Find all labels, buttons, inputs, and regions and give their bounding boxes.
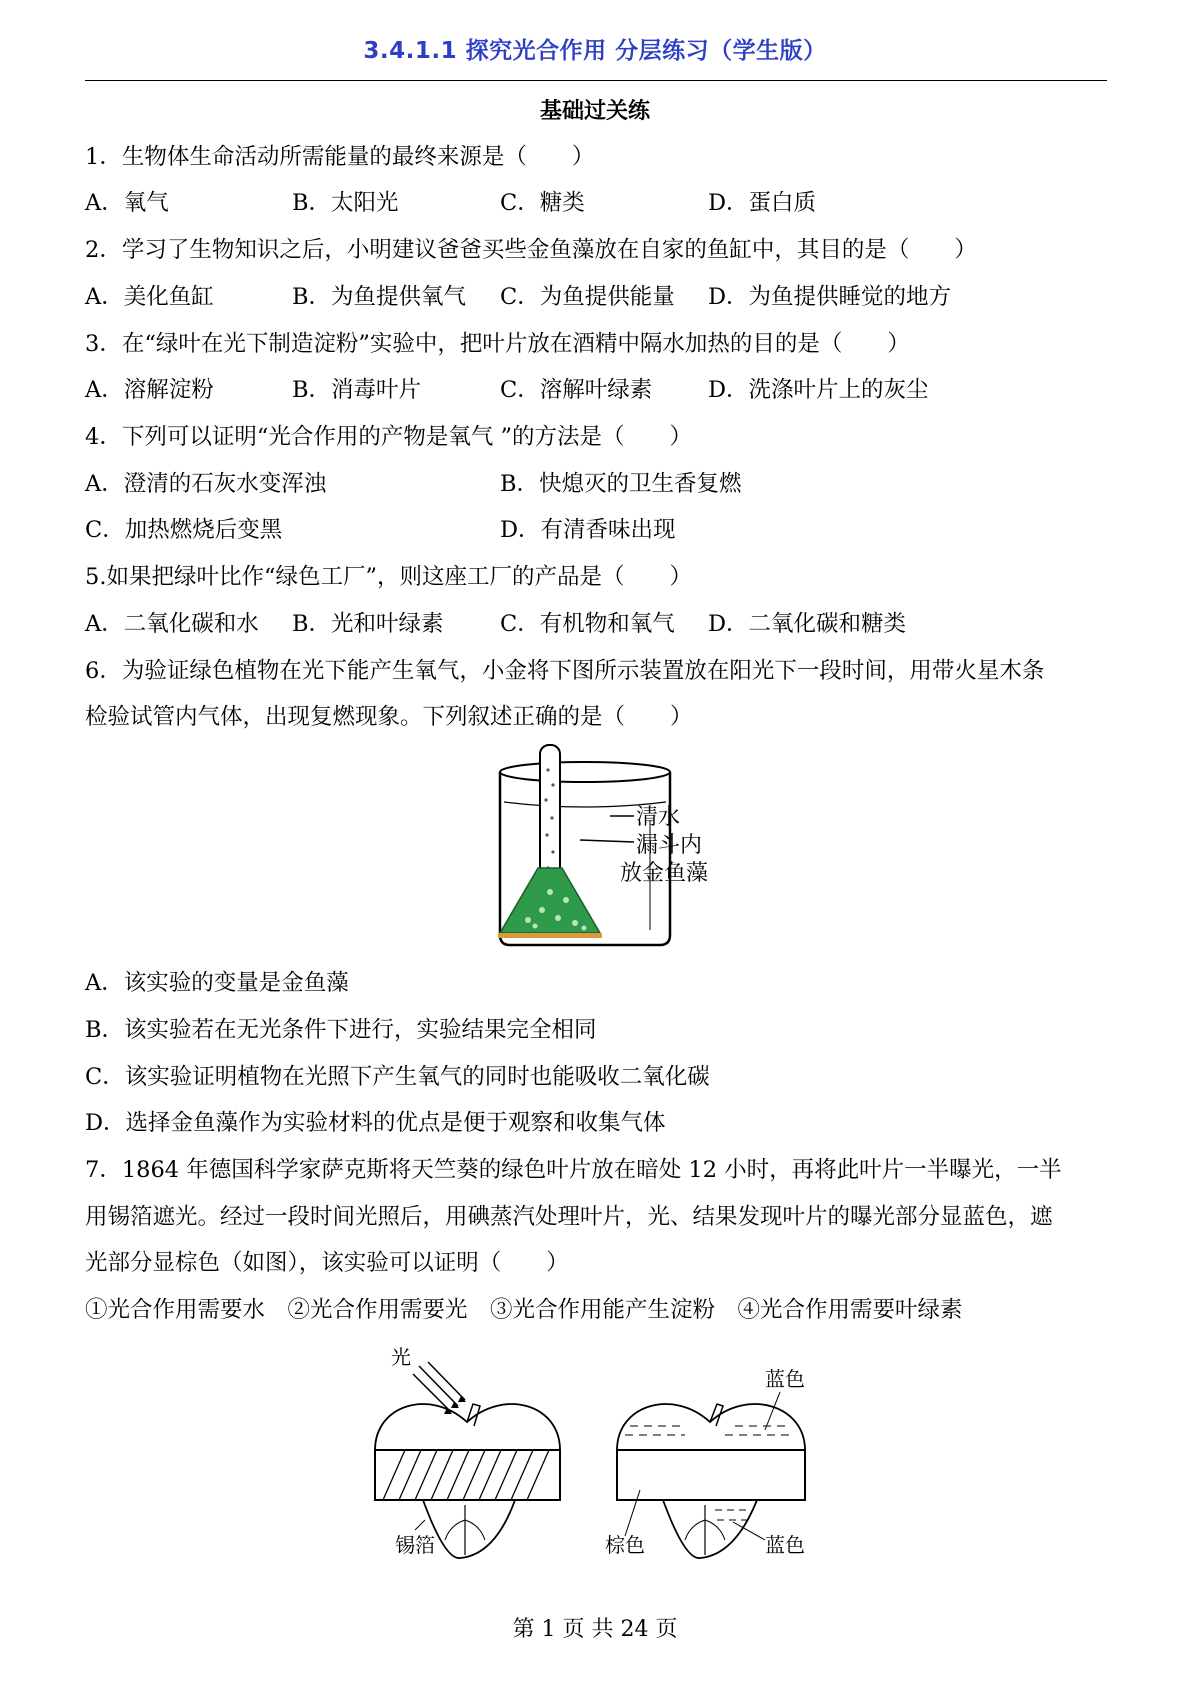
question-5-stem: 5.如果把绿叶比作“绿色工厂”，则这座工厂的产品是（ ） [85, 564, 692, 590]
question-7-stem-line-1: 7．1864 年德国科学家萨克斯将天竺葵的绿色叶片放在暗处 12 小时，再将此叶片一半曝光，一半 [85, 1157, 1062, 1183]
question-6-option-b: B．该实验若在无光条件下进行，实验结果完全相同 [85, 1017, 597, 1043]
question-1-option-a: A．氧气 [85, 190, 169, 216]
label-light: 光 [391, 1345, 411, 1369]
question-2-option-c: C．为鱼提供能量 [500, 284, 675, 310]
question-2-stem: 2．学习了生物知识之后，小明建议爸爸买些金鱼藻放在自家的鱼缸中，其目的是（ ） [85, 237, 977, 263]
page-footer: 第 1 页 共 24 页 [512, 1617, 678, 1642]
question-3-stem: 3．在“绿叶在光下制造淀粉”实验中，把叶片放在酒精中隔水加热的目的是（ ） [85, 331, 910, 357]
question-5-option-d: D．二氧化碳和糖类 [708, 611, 907, 637]
label-tin-foil: 锡箔 [395, 1533, 435, 1557]
question-2-option-b: B．为鱼提供氧气 [292, 284, 467, 310]
question-2-option-d: D．为鱼提供睡觉的地方 [708, 284, 952, 310]
label-funnel-line-2: 放金鱼藻 [620, 861, 709, 886]
question-5-option-c: C．有机物和氧气 [500, 611, 675, 637]
label-brown: 棕色 [605, 1533, 645, 1557]
question-6-option-c: C．该实验证明植物在光照下产生氧气的同时也能吸收二氧化碳 [85, 1064, 710, 1090]
section-title: 基础过关练 [539, 99, 650, 124]
label-clear-water: 清水 [636, 805, 681, 830]
question-7-stem-line-3: 光部分显棕色（如图），该实验可以证明（ ） [85, 1250, 569, 1276]
question-3-option-a: A．溶解淀粉 [85, 377, 214, 403]
label-funnel-line-1: 漏斗内 [636, 833, 703, 858]
question-3-option-d: D．洗涤叶片上的灰尘 [708, 377, 929, 403]
question-4-option-d: D．有清香味出现 [500, 517, 676, 543]
question-4-option-a: A．澄清的石灰水变浑浊 [85, 471, 327, 497]
question-4-option-b: B．快熄灭的卫生香复燃 [500, 471, 742, 497]
question-6-option-a: A．该实验的变量是金鱼藻 [85, 970, 349, 996]
document-title: 3.4.1.1 探究光合作用 分层练习（学生版） [363, 38, 827, 64]
question-1-option-b: B．太阳光 [292, 190, 399, 216]
question-5-option-a: A．二氧化碳和水 [85, 611, 259, 637]
label-blue-top: 蓝色 [765, 1367, 805, 1391]
question-2-option-a: A．美化鱼缸 [85, 284, 214, 310]
question-4-stem: 4．下列可以证明“光合作用的产物是氧气 ”的方法是（ ） [85, 424, 692, 450]
label-blue-bottom: 蓝色 [765, 1533, 805, 1557]
question-1-option-d: D．蛋白质 [708, 190, 817, 216]
question-1-option-c: C．糖类 [500, 190, 585, 216]
question-6-stem-line-1: 6．为验证绿色植物在光下能产生氧气，小金将下图所示装置放在阳光下一段时间，用带火星木条 [85, 658, 1045, 684]
question-7-leaf-figure [355, 1340, 835, 1570]
question-6-option-d: D．选择金鱼藻作为实验材料的优点是便于观察和收集气体 [85, 1110, 666, 1136]
question-6-stem-line-2: 检验试管内气体，出现复燃现象。下列叙述正确的是（ ） [85, 704, 693, 730]
header-rule [85, 80, 1107, 81]
question-1-stem: 1．生物体生命活动所需能量的最终来源是（ ） [85, 144, 595, 170]
question-3-option-c: C．溶解叶绿素 [500, 377, 653, 403]
question-7-statements: ①光合作用需要水 ②光合作用需要光 ③光合作用能产生淀粉 ④光合作用需要叶绿素 [85, 1297, 963, 1323]
question-3-option-b: B．消毒叶片 [292, 377, 422, 403]
question-4-option-c: C．加热燃烧后变黑 [85, 517, 283, 543]
question-6-apparatus-figure [480, 740, 730, 955]
question-7-stem-line-2: 用锡箔遮光。经过一段时间光照后，用碘蒸汽处理叶片，光、结果发现叶片的曝光部分显蓝色，遮 [85, 1204, 1053, 1230]
question-5-option-b: B．光和叶绿素 [292, 611, 444, 637]
